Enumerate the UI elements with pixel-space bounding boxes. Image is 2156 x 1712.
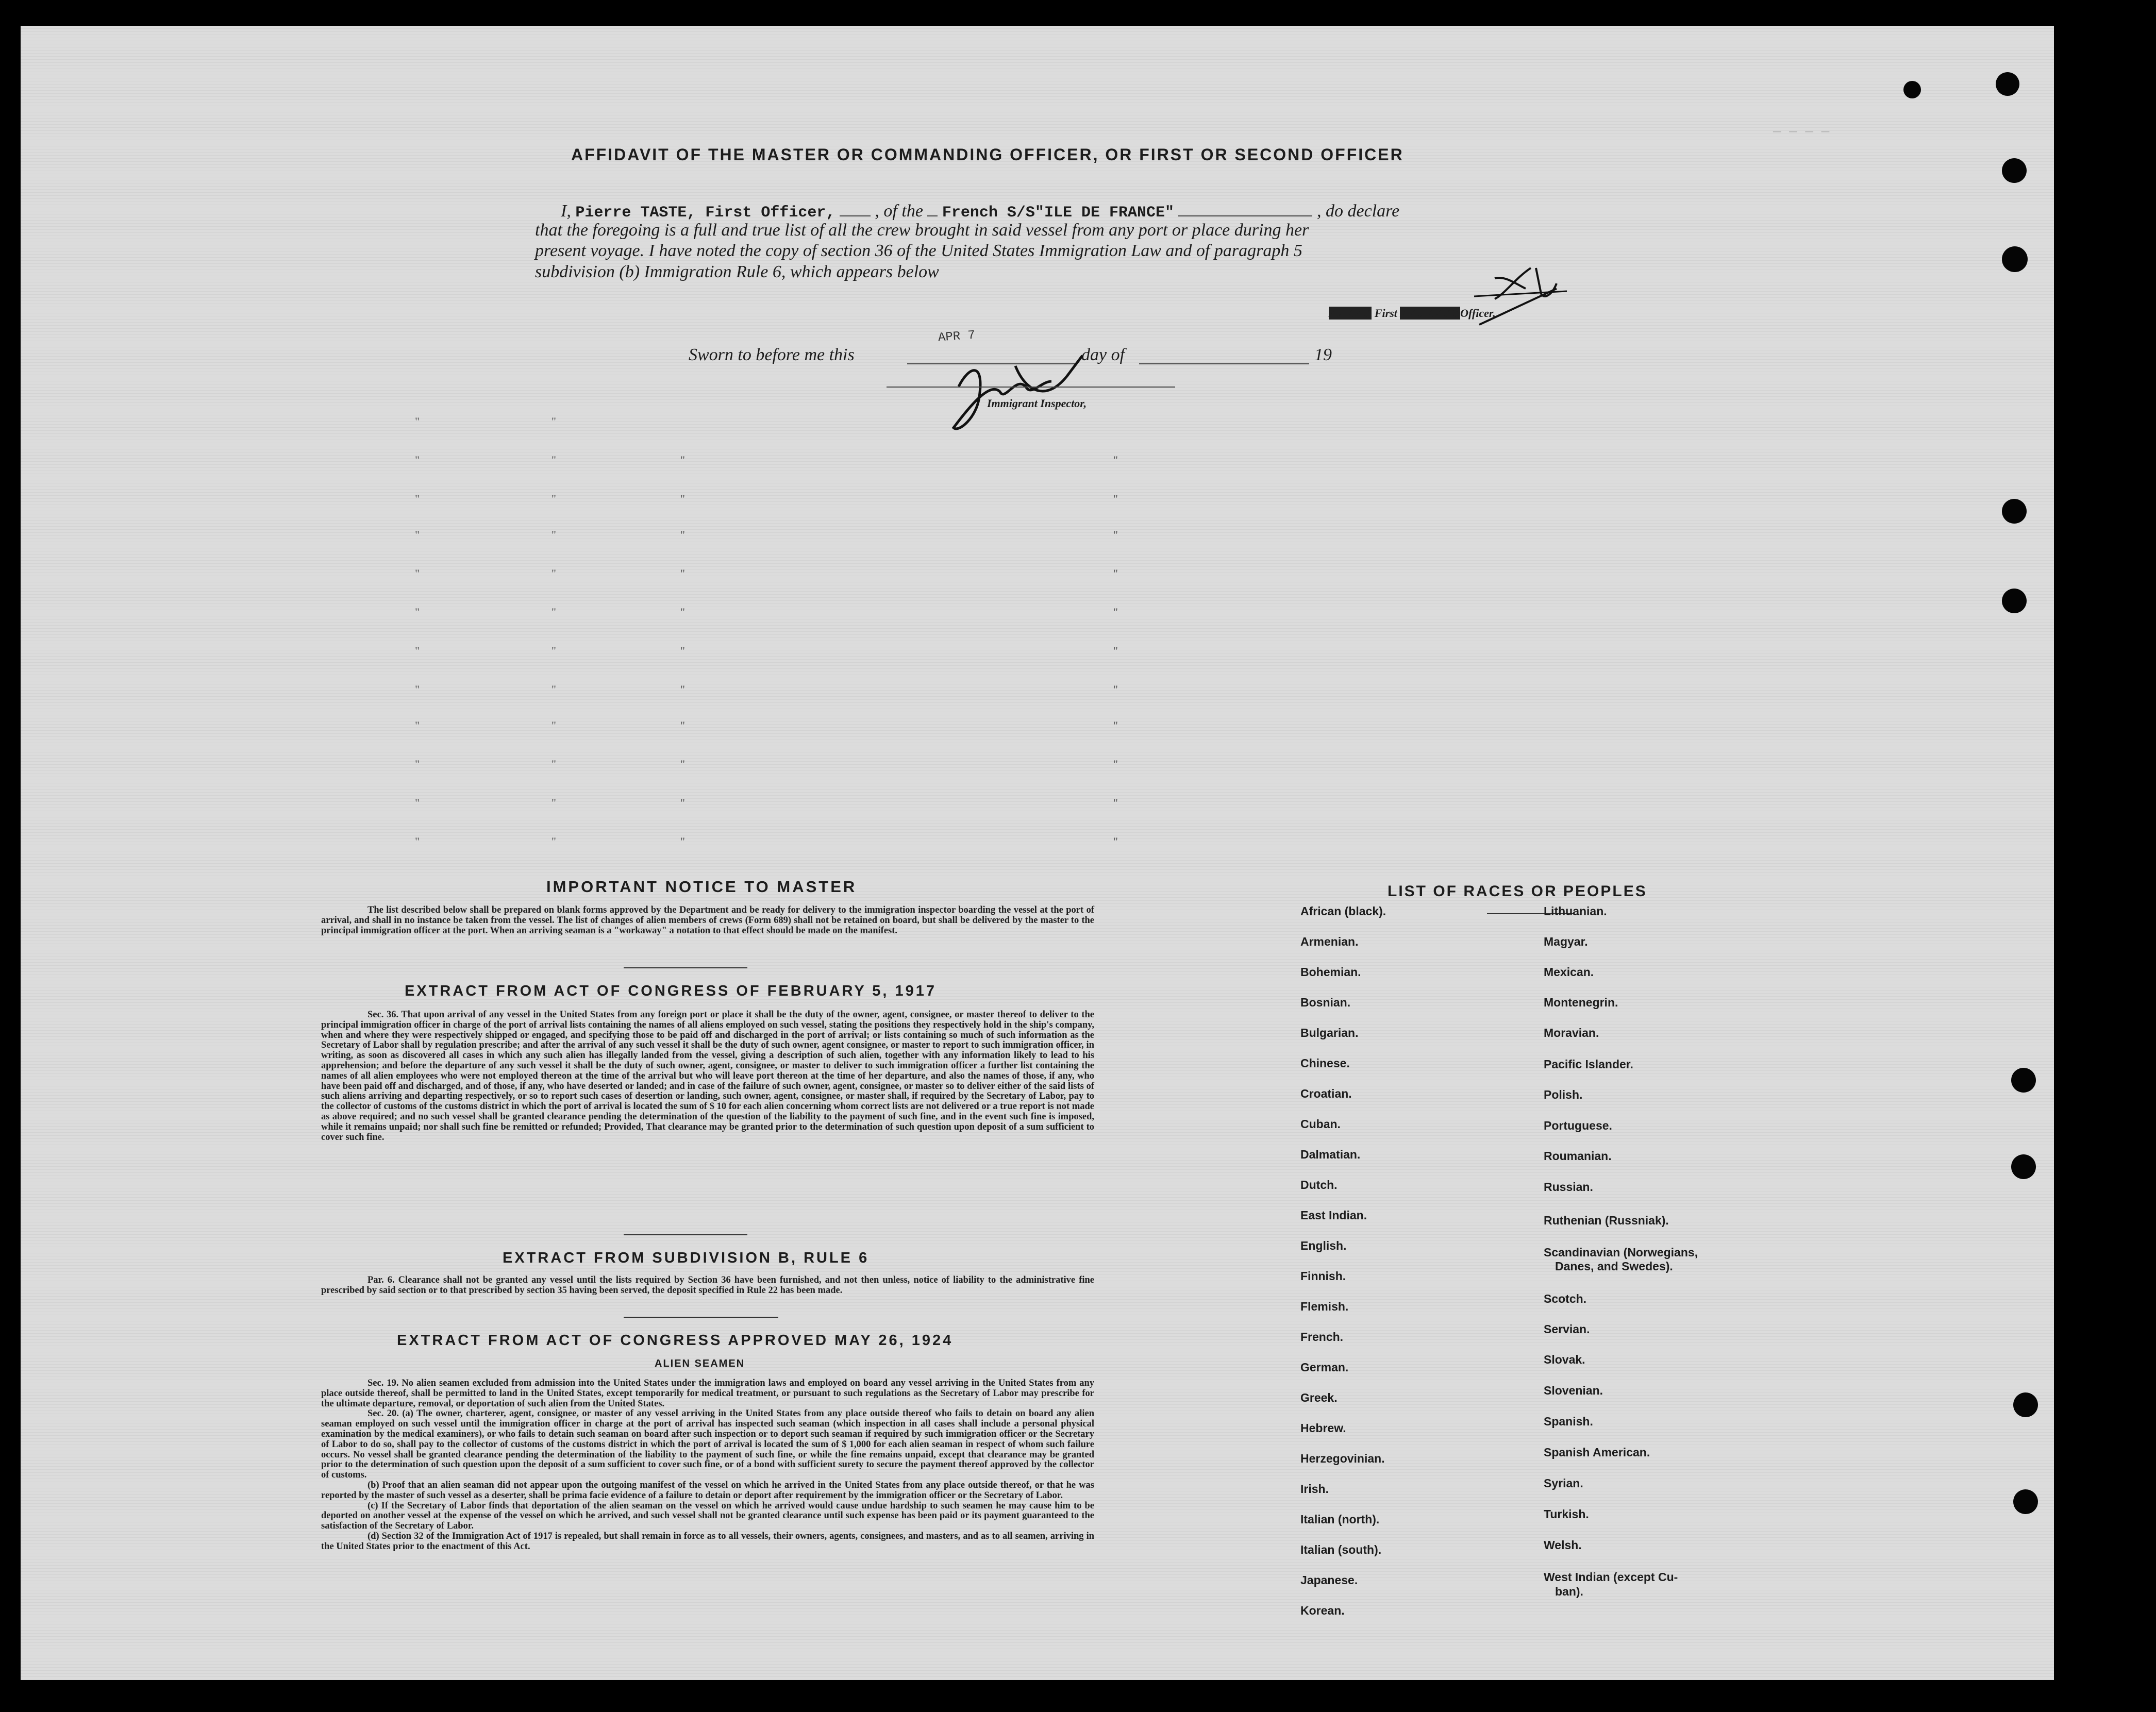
i-prefix: I, — [561, 202, 571, 221]
race-item: Syrian. — [1544, 1476, 1583, 1490]
race-item: French. — [1300, 1330, 1344, 1344]
officer-title-line: XXXXX First XXXXXXXOfficer, — [1329, 307, 1496, 320]
extract-1924-title: EXTRACT FROM ACT OF CONGRESS APPROVED MAY 26, 1924 — [397, 1332, 954, 1349]
punch-hole — [2002, 158, 2027, 183]
officer-suffix: Officer, — [1460, 307, 1496, 320]
extract-1917-title: EXTRACT FROM ACT OF CONGRESS OF FEBRUARY 5, 1917 — [405, 983, 937, 999]
race-item: Bulgarian. — [1300, 1026, 1359, 1039]
race-item: Japanese. — [1300, 1573, 1358, 1587]
race-item: Scandinavian (Norwegians, — [1544, 1246, 1698, 1259]
race-item: Spanish American. — [1544, 1446, 1650, 1459]
declarant-name: Pierre TASTE, First Officer, — [575, 204, 835, 222]
race-item: Chinese. — [1300, 1056, 1350, 1070]
race-item: Italian (south). — [1300, 1543, 1382, 1556]
race-item: Welsh. — [1544, 1538, 1582, 1552]
race-item: Italian (north). — [1300, 1513, 1380, 1526]
punch-hole — [1996, 72, 2019, 96]
divider — [624, 1317, 778, 1318]
race-item: ban). — [1555, 1585, 1583, 1598]
race-item: Montenegrin. — [1544, 996, 1618, 1009]
race-item: Magyar. — [1544, 935, 1588, 948]
affidavit-line-4: subdivision (b) Immigration Rule 6, which appears below — [535, 262, 939, 281]
affidavit-line-2: that the foregoing is a full and true list of all the crew brought in said vessel from any port or place during her — [535, 221, 1309, 240]
race-item: Portuguese. — [1544, 1119, 1612, 1132]
race-item: Russian. — [1544, 1180, 1593, 1194]
race-item: West Indian (except Cu- — [1544, 1570, 1678, 1584]
race-item: Korean. — [1300, 1604, 1345, 1617]
race-item: Moravian. — [1544, 1026, 1599, 1039]
inspector-line — [887, 387, 1175, 388]
race-item: German. — [1300, 1361, 1349, 1374]
race-item: Irish. — [1300, 1482, 1329, 1496]
race-item: Ruthenian (Russniak). — [1544, 1214, 1669, 1227]
alien-seamen-subtitle: ALIEN SEAMEN — [655, 1358, 745, 1369]
divider — [624, 967, 747, 968]
notice-text: The list described below shall be prepared on blank forms approved by the Department and be ready for delivery to the immigration inspector boarding the vessel at the port of arrival, and shall in no instance be taken from the vessel. The list of changes of alien members of crews (Form 689) shall not be retained on board, but shall be delivered by the master to the principal immigration officer at the port. When an arriving seaman is a "workaway" a notation to that effect should be made on the manifest. — [321, 905, 1094, 936]
race-item: Greek. — [1300, 1391, 1338, 1404]
punch-hole — [2002, 246, 2028, 272]
extract-1917-text: Sec. 36. That upon arrival of any vessel in the United States from any foreign port or place it shall be the duty of the owner, agent, consignee, or master thereof to deliver to the principal immigration officer in charge of the port of arrival lists containing the names of all aliens employed on such vessel, stating the positions they respectively hold in the ship's company, when and where they were respectively shipped or engaged, and specifying those to be paid off and discharged in the port of arrival; or lists containing so much of such information as the Secretary of Labor shall by regulation prescribe; and after the arrival of any such vessel it shall be the duty of such owner, agent consignee, or master to report to such immigration officer, in writing, as soon as discovered all cases in which any such alien has illegally landed from the vessel, giving a description of such alien, together with any information likely to lead to his apprehension; and before the departure of any such vessel it shall be the duty of such owner, agent, consignee, or master to deliver to such immigration officer a further list containing the names of all alien employees who were not employed thereon at the time of the arrival but who will leave port thereon at the time of her departure, and also the names of those, if any, who have been paid off and discharged, and of those, if any, who have deserted or landed; and in case of the failure of such owner, agent, consignee, or master so to deliver either of the said lists of such aliens arriving and departing respectively, or so to report such cases of desertion or landing, such owner, agent, consignee, or master shall, if required by the Secretary of Labor, pay to the collector of customs of the customs district in which the port of arrival is located the sum of $ 10 for each alien concerning whom correct lists are not delivered or a true report is not made as above required; and no such vessel shall be granted clearance pending the determination of the question of the liability to the payment of such fine, and in the event such fine is imposed, while it remains unpaid; nor shall such fine be remitted or refunded; Provided, That clearance may be granted prior to the determination of such question upon deposit of a sum sufficient to cover such fine. — [321, 1010, 1094, 1143]
date-stamp: APR 7 — [938, 328, 976, 345]
race-item: Turkish. — [1544, 1507, 1589, 1521]
race-item: Dutch. — [1300, 1178, 1338, 1191]
race-item: Pacific Islander. — [1544, 1058, 1633, 1071]
race-item: Croatian. — [1300, 1087, 1352, 1100]
notice-title: IMPORTANT NOTICE TO MASTER — [546, 878, 857, 896]
race-item: Spanish. — [1544, 1415, 1593, 1428]
punch-hole — [2002, 589, 2027, 613]
race-item: Bosnian. — [1300, 996, 1351, 1009]
punch-hole — [2011, 1154, 2036, 1179]
race-item: Hebrew. — [1300, 1421, 1346, 1435]
race-item: Lithuanian. — [1544, 904, 1607, 918]
races-title: LIST OF RACES OR PEOPLES — [1388, 883, 1647, 900]
inspector-label: Immigrant Inspector, — [987, 397, 1087, 410]
race-item: Slovak. — [1544, 1353, 1585, 1366]
affidavit-line-1 — [561, 200, 1399, 222]
punch-hole — [2013, 1392, 2038, 1417]
race-item: Danes, and Swedes). — [1555, 1260, 1673, 1273]
race-item: Herzegovinian. — [1300, 1452, 1385, 1465]
race-item: Flemish. — [1300, 1300, 1349, 1313]
race-item: East Indian. — [1300, 1209, 1367, 1222]
race-item: Armenian. — [1300, 935, 1359, 948]
punch-hole — [2011, 1068, 2036, 1093]
race-item: Scotch. — [1544, 1292, 1587, 1305]
race-item: African (black). — [1300, 904, 1386, 918]
sworn-line — [689, 345, 855, 365]
race-item: Servian. — [1544, 1322, 1590, 1336]
race-item: Slovenian. — [1544, 1384, 1603, 1397]
vessel-name: French S/S"ILE DE FRANCE" — [942, 204, 1174, 222]
of-label: , of the — [875, 202, 923, 221]
race-item: Mexican. — [1544, 965, 1594, 979]
extract-rule6-text: Par. 6. Clearance shall not be granted any vessel until the lists required by Section 36 have been furnished, and not then unless, notice of liability to the administrative fine prescribed by said section or to that prescribed by section 35 having been served, the deposit specified in Rule 22 has been made. — [321, 1275, 1094, 1296]
race-item: Cuban. — [1300, 1117, 1341, 1131]
race-item: Roumanian. — [1544, 1149, 1612, 1163]
punch-hole — [2013, 1489, 2038, 1514]
race-item: Dalmatian. — [1300, 1148, 1361, 1161]
divider — [624, 1234, 747, 1235]
inspector-signature — [938, 325, 1185, 438]
race-item: English. — [1300, 1239, 1347, 1252]
race-item: Finnish. — [1300, 1269, 1346, 1283]
race-item: Bohemian. — [1300, 965, 1361, 979]
officer-label: First — [1374, 307, 1397, 320]
affidavit-line-3: present voyage. I have noted the copy of section 36 of the United States Immigration Law and of paragraph 5 — [535, 241, 1302, 260]
punch-hole — [1903, 81, 1921, 98]
race-item: Polish. — [1544, 1088, 1583, 1101]
sworn-label: Sworn to before me this — [689, 345, 855, 364]
day-of-label: day of — [1081, 345, 1125, 364]
do-declare: , do declare — [1316, 202, 1400, 221]
extract-rule6-title: EXTRACT FROM SUBDIVISION B, RULE 6 — [503, 1250, 870, 1266]
year-prefix: 19 — [1314, 345, 1332, 364]
extract-1924-text: Sec. 19. No alien seamen excluded from admission into the United States under the immigration laws and employed on board any vessel arriving in the United States from any place outside thereof, shall be permitted to land in the United States, except temporarily for medical treatment, or pursuant to such regulations as the Secretary of Labor may prescribe for the ultimate departure, removal, or deportation of such alien from the United States. Sec. 20. (a) The owner, charterer, agent, consignee, or master of any vessel arriving in the United States from any place outside thereof who fails to detain on board any alien seaman employed on such vessel until the immigration officer in charge at the port of arrival has inspected such seaman (which inspection in all cases shall include a personal physical examination by the medical examiners), or who fails to detain such seaman on board after such inspection or to deport such seaman if required by such immigration officer or the Secretary of Labor to do so, shall pay to the collector of customs of the customs district in which the port of arrival is located the sum of $ 1,000 for each alien seaman in respect of whom such failure occurs. No vessel shall be granted clearance pending the determination of the liability to the payment of such fine, or while the fine remains unpaid, except that clearance may be granted prior to the determination of such question upon the deposit of a sum sufficient to cover such fine, or of a bond with sufficient surety to secure the payment thereof approved by the collector of customs. (b) Proof that an alien seaman did not appear upon the outgoing manifest of the vessel on which he arrived in the United States from any place outside thereof, or that he was reported by the master of such vessel as a deserter, shall be prima facie evidence of a failure to detain or deport after requirement by the immigration officer or the Secretary of Labor. (c) If the Secretary of Labor finds that deportation of the alien seaman on the vessel on which he arrived would cause undue hardship to such seamen he may cause him to be deported on another vessel at the expense of the vessel on which he arrived, and such vessel shall not be granted clearance until such expense has been paid or its payment guaranteed to the satisfaction of the Secretary of Labor. (d) Section 32 of the Immigration Act of 1917 is repealed, but shall remain in force as to all vessels, their owners, agents, consignees, and masters, and as to all seamen, arriving in the United States prior to the enactment of this Act. — [321, 1378, 1094, 1552]
document-page: — — — — " " " " " " " " " " " " " " " " " " " " " " " " " " " " " " " " " " " " " " " " " " " " " " AFFIDAVIT OF THE MASTER OR COMMANDING OFFICER, OR FIRST OR SECOND OFFICER I, Pierre TASTE, First Officer, , of the French S/S"ILE DE FRANCE" , do declare that the foregoing is a full and true list of all the crew brought in said vessel from any port or place during her present voyage. I have noted the copy of section 36 of the United States Immigration Law and of paragraph 5 subdivision (b) Immigration Rule 6, which appears below XXXXX First XXXXXXXOfficer, Sworn to before me this APR 7 day of 19 Immigrant Inspector, IMPORTANT NOTICE TO MASTER The list described below shall be prepared on blank forms approved by the Department and be ready for delivery to the immigration inspector boarding the vessel at the port of arrival, and shall in no instance be taken from the vessel. The list of changes of alien members of crews (Form 689) shall not be retained on board, but shall be delivered by the master to the principal immigration officer at the port. When an arriving seaman is a "workaway" a notation to that effect should be made on the manifest. EXTRACT FROM ACT OF CONGRESS OF FEBRUARY 5, 1917 Sec. 36. That upon arrival of any vessel in the United States from any foreign port or place it shall be the duty of the owner, agent, consignee, or master thereof to deliver to the principal immigration officer in charge of the port of arrival lists containing the names of all aliens employed on such vessel, stating the positions they respectively hold in the ship's company, when and where they were respectively shipped or engaged, and specifying those to be paid off and discharged in the port of arrival; or lists containing so much of such information as the Secretary of Labor shall by regulation prescribe; and after the arrival of any such vessel it shall be the duty of such owner, agent consignee, or master to report to such immigration officer, in writing, as soon as discovered all cases in which any such alien has illegally landed from the vessel, giving a description of such alien, together with any information likely to lead to his apprehension; and before the departure of any such vessel it shall be the duty of such owner, agent, consignee, or master to deliver to such immigration officer a further list containing the names of all alien employees who were not employed thereon at the time of the arrival but who will leave port thereon at the time of her departure, and also the names of those, if any, who have been paid off and discharged, and of those, if any, who have deserted or landed; and in case of the failure of such owner, agent, consignee, or master so to deliver either of the said lists of such aliens arriving and departing respectively, or so to report such cases of desertion or landing, such owner, agent, consignee, or master shall, if required by the Secretary of Labor, pay to the collector of customs of the customs district in which the port of arrival is located the sum of $ 10 for each alien concerning whom correct lists are not delivered or a true report is not made as above required; and no such vessel shall be granted clearance pending the determination of the question of the liability to the payment of such fine, and in the event such fine is imposed, while it remains unpaid; nor shall such fine be remitted or refunded; Provided, That clearance may be granted prior to the determination of such question upon deposit of a sum sufficient to cover such fine. EXTRACT FROM SUBDIVISION B, RULE 6 Par. 6. Clearance shall not be granted any vessel until the lists required by Section 36 have been furnished, and not then unless, notice of liability to the administrative fine prescribed by said section or to that prescribed by section 35 having been served, the deposit specified in Rule 22 has been made. EXTRACT FROM ACT OF CONGRESS APPROVED MAY 26, 1924 ALIEN SEAMEN Sec. 19. No alien seamen excluded from admission into the United States under the immigration laws and employed on board any vessel arriving in the United States from any place outside thereof, shall be permitted to land in the United States, except temporarily for medical treatment, or pursuant to such regulations as the Secretary of Labor may prescribe for the ultimate departure, removal, or deportation of such alien from the United States. Sec. 20. (a) The owner, charterer, agent, consignee, or master of any vessel arriving in the United States from any place outside thereof who fails to detain on board any alien seaman employed on such vessel until the immigration officer in charge at the port of arrival has inspected such seaman (which inspection in all cases shall include a personal physical examination by the medical examiners), or who fails to detain such seaman on board after such inspection or to deport such seaman if required by such immigration officer or the Secretary of Labor to do so, shall pay to the collector of customs of the customs district in which the port of arrival is located the sum of $ 1,000 for each alien seaman in respect of whom such failure occurs. No vessel shall be granted clearance pending the determination of the liability to the payment of such fine, or while the fine remains unpaid, except that clearance may be granted prior to the determination of such question upon the deposit of a sum sufficient to cover such fine, or of a bond with sufficient surety to secure the payment thereof approved by the collector of customs. (b) Proof that an alien seaman did not appear upon the outgoing manifest of the vessel on which he arrived in the United States from any place outside thereof, or that he was reported by the master of such vessel as a deserter, shall be prima facie evidence of a failure to detain or deport after requirement by the immigration officer or the Secretary of Labor. (c) If the Secretary of Labor finds that deportation of the alien seaman on the vessel on which he arrived would cause undue hardship to such seamen he may cause him to be deported on another vessel at the expense of the vessel on which he arrived, and such vessel shall not be granted clearance until such expense has been paid or its payment guaranteed to the satisfaction of the Secretary of Labor. (d) Section 32 of the Immigration Act of 1917 is repealed, but shall remain in force as to all vessels, their owners, agents, consignees, and masters, and as to all seamen, arriving in the United States prior to the enactment of this Act. LIST OF RACES OR PEOPLES African (black). Armenian. Bohemian. Bosnian. Bulgarian. Chinese. Croatian. Cuban. Dalmatian. Dutch. East Indian. English. Finnish. Flemish. French. German. Greek. Hebrew. Herzegovinian. Irish. Italian (north). Italian (south). Japanese. Korean. Lithuanian. Magyar. Mexican. Montenegrin. Moravian. Pacific Islander. Polish. Portuguese. Roumanian. Russian. Ruthenian (Russniak). Scandinavian (Norwegians, Danes, and Swedes). Scotch. Servian. Slovak. Slovenian. Spanish. Spanish American. Syrian. Turkish. Welsh. West Indian (except Cu- ban). — [21, 26, 2054, 1680]
affidavit-title: AFFIDAVIT OF THE MASTER OR COMMANDING OFFICER, OR FIRST OR SECOND OFFICER — [571, 145, 1404, 164]
punch-hole — [2002, 499, 2027, 524]
